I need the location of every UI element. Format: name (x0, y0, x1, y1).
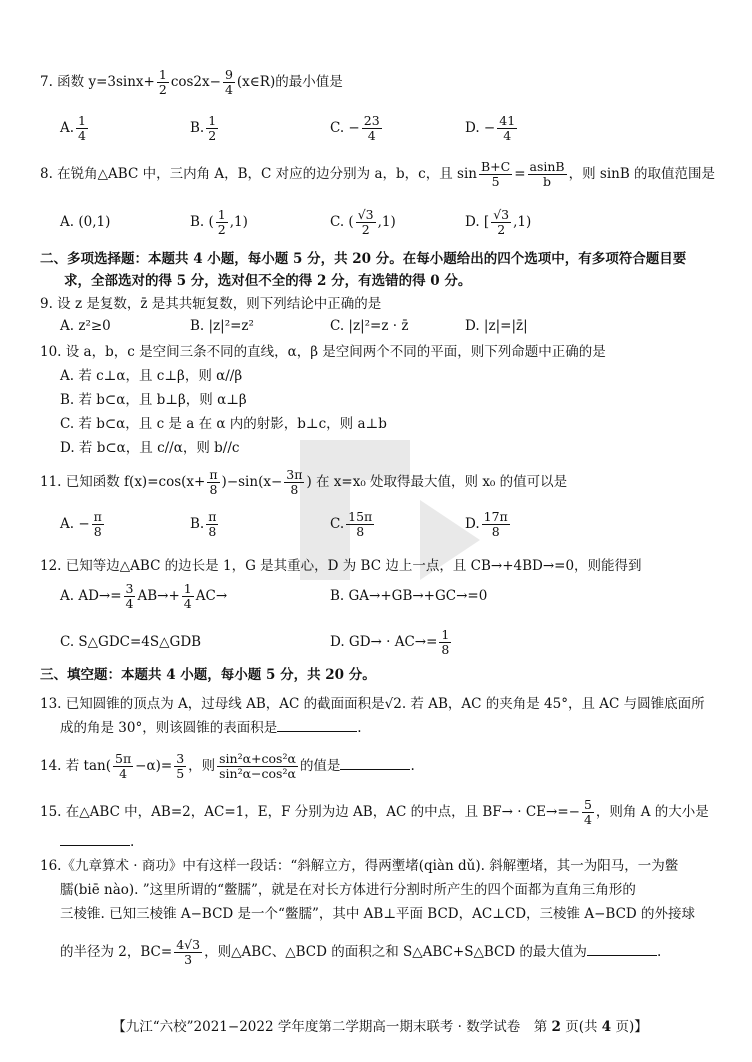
q8-frac2-den: b (543, 174, 552, 189)
q16-text-b: ，则△ABC、△BCD 的面积之和 S△ABC+S△BCD 的最大值为 (204, 944, 587, 960)
q7-option-d-frac (497, 114, 517, 143)
q10-option-d: D. 若 b⊂α，且 c//α，则 b//c (60, 440, 240, 456)
q8-d-close: ,1) (513, 214, 532, 230)
section3-heading: 三、填空题：本题共 4 小题，每小题 5 分，共 20 分。 (40, 667, 376, 683)
q7-text-c: (x∈R)的最小值是 (236, 74, 343, 90)
q11-c-den: 8 (356, 524, 365, 539)
q14-answer-blank[interactable] (340, 769, 410, 770)
q8-b-close: ,1) (229, 214, 248, 230)
q11-a-den: 8 (93, 524, 102, 539)
q7-frac2 (223, 68, 235, 97)
section2-heading-line1: 二、多项选择题：本题共 4 小题，每小题 5 分，共 20 分。在每小题给出的四个选项中，有多项符合题目要 (40, 251, 687, 267)
q14-text-d: 的值是 (299, 758, 341, 774)
q11-c-num: 15π (348, 509, 373, 524)
q14-frac1 (113, 752, 133, 781)
q14-text-b: −α)= (135, 758, 173, 774)
q12-a-frac2 (182, 582, 194, 611)
q7-frac1-num: 1 (158, 67, 167, 82)
q12-a-den2: 4 (183, 596, 192, 611)
q15-end: . (130, 834, 135, 850)
q8-d-open: D. [ (465, 214, 490, 230)
q12-option-a (60, 582, 227, 611)
q8-d-frac (491, 208, 511, 237)
q11-option-a (60, 510, 106, 539)
q16-frac-num: 4√3 (176, 937, 201, 952)
q14-text-a: 14. 若 tan( (40, 758, 111, 774)
q11-option-d (465, 510, 512, 539)
q7-option-d (465, 114, 519, 143)
q10-stem: 10. 设 a，b，c 是空间三条不同的直线，α，β 是空间两个不同的平面，则下列命题中正确的是 (40, 344, 606, 360)
q9-option-d: D. |z|=|z̄| (465, 318, 528, 334)
q11-d-den: 8 (491, 524, 500, 539)
q13-answer-blank[interactable] (277, 731, 357, 732)
q7-option-a (60, 114, 90, 143)
q7-stem (40, 68, 722, 97)
q11-b-den: 8 (208, 524, 217, 539)
q10-option-c: C. 若 b⊂α，且 c 是 a 在 α 内的射影，b⊥c，则 a⊥b (60, 416, 387, 432)
q14-end: . (410, 758, 415, 774)
q15-answer-blank[interactable] (60, 845, 130, 846)
q7-option-c-label: C. − (330, 120, 360, 136)
q8-d-den: 2 (497, 222, 506, 237)
q12-d-den: 8 (441, 642, 450, 657)
q8-frac2-num: asinB (529, 159, 565, 174)
q7-a-den: 4 (78, 128, 86, 143)
q7-option-a-label: A. (60, 120, 75, 136)
q9-option-b: B. |z|²=z² (190, 318, 254, 334)
q8-frac1-num: B+C (480, 159, 511, 174)
q11-a-frac (92, 510, 104, 539)
q7-option-c (330, 114, 384, 143)
q12-options-row1 (60, 582, 730, 612)
q8-frac1-den: 5 (491, 174, 500, 189)
q7-frac2-den: 4 (224, 82, 233, 97)
q11-c-frac (346, 510, 374, 539)
q8-d-num: √3 (493, 207, 510, 222)
q14-frac2-den: 5 (176, 766, 185, 781)
q11-b-num: π (208, 509, 217, 524)
q8-stem (40, 160, 722, 189)
q11-frac1-num: π (209, 467, 218, 482)
q16-line2: 臑(biē nào). ”这里所谓的“鳖臑”，就是在对长方体进行分割时所产生的四个面都为直角三角形的 (60, 882, 636, 898)
q15-frac (582, 798, 594, 827)
q11-a-num: π (93, 509, 102, 524)
q14-frac3 (217, 752, 298, 781)
q11-option-c (330, 510, 376, 539)
q12-option-d (330, 628, 453, 657)
q8-text-b: ，则 sinB 的取值范围是 (568, 166, 716, 182)
q16-line4 (60, 938, 722, 967)
q12-options-row2 (60, 628, 730, 658)
footer-text-a: 【九江“六校”2021−2022 学年度第二学期高一期末联考 · 数学试卷 第 (112, 1019, 552, 1035)
q10-option-b: B. 若 b⊂α，且 b⊥β，则 α⊥β (60, 392, 247, 408)
q7-c-num: 23 (363, 113, 380, 128)
q12-stem: 12. 已知等边△ABC 的边长是 1，G 是其重心，D 为 BC 边上一点，且 CB→+4BD→=0，则能得到 (40, 558, 642, 574)
q7-option-d-label: D. − (465, 120, 496, 136)
q13-end: . (357, 720, 362, 736)
q11-stem (40, 468, 722, 497)
q11-frac2 (284, 468, 304, 497)
q11-option-b (190, 510, 220, 539)
q15-stem (40, 798, 722, 827)
q9-option-a: A. z²≥0 (60, 318, 111, 334)
q8-c-close: ,1) (377, 214, 396, 230)
q12-a-num2: 1 (183, 581, 192, 596)
q7-option-b (190, 114, 220, 143)
q11-text-c: ) 在 x=x₀ 处取得最大值，则 x₀ 的值可以是 (306, 474, 568, 490)
q16-end: . (656, 944, 662, 960)
q12-d-frac (439, 628, 451, 657)
q11-d-num: 17π (483, 509, 508, 524)
q12-a-text-b: AC→ (195, 588, 228, 604)
q11-text-a: 11. 已知函数 f(x)=cos(x+ (40, 474, 206, 490)
q12-d-text: D. GD→ · AC→= (330, 634, 438, 650)
q14-frac3-num: sin²α+cos²α (219, 751, 296, 766)
q8-c-frac (356, 208, 376, 237)
q13-line2-text: 成的角是 30°，则该圆锥的表面积是 (60, 720, 278, 736)
page-footer (60, 1015, 700, 1035)
q7-option-b-frac (206, 114, 218, 143)
q12-d-num: 1 (441, 627, 450, 642)
q14-frac2-num: 3 (176, 751, 185, 766)
q12-a-num1: 3 (125, 581, 134, 596)
q11-d-frac (482, 510, 510, 539)
footer-text-b: 页(共 (560, 1019, 602, 1035)
q8-equals: = (514, 166, 526, 182)
q7-option-c-frac (362, 114, 382, 143)
q7-a-num: 1 (78, 113, 86, 128)
q8-option-c (330, 208, 396, 237)
q7-frac2-num: 9 (224, 67, 233, 82)
q11-c-label: C. (330, 516, 345, 532)
q14-frac1-den: 4 (119, 766, 128, 781)
q11-b-frac (206, 510, 218, 539)
q12-a-den1: 4 (125, 596, 134, 611)
q14-text-c: ，则 (188, 758, 216, 774)
q9-stem: 9. 设 z 是复数，z̄ 是其共轭复数，则下列结论中正确的是 (40, 296, 382, 312)
q11-frac1-den: 8 (209, 482, 218, 497)
q8-b-open: B. ( (190, 214, 214, 230)
q7-d-den: 4 (503, 128, 512, 143)
q7-frac1 (157, 68, 169, 97)
q10-option-a: A. 若 c⊥α，且 c⊥β，则 α//β (60, 368, 243, 384)
q15-answer-line (60, 832, 722, 852)
q12-option-b: B. GA→+GB→+GC→=0 (330, 588, 488, 604)
q15-frac-den: 4 (583, 812, 592, 827)
q12-option-c: C. S△GDC=4S△GDB (60, 634, 202, 650)
q13-line2 (60, 718, 722, 738)
q13-line1: 13. 已知圆锥的顶点为 A，过母线 AB，AC 的截面面积是√2. 若 AB，AC 的夹角是 45°，且 AC 与圆锥底面所 (40, 696, 705, 712)
q15-text-a: 15. 在△ABC 中，AB=2，AC=1，E，F 分别为边 AB，AC 的中点，且 BF→ · CE→=− (40, 804, 580, 820)
q8-options (60, 208, 730, 238)
q8-b-frac (216, 208, 228, 237)
q11-a-label: A. − (60, 516, 90, 532)
q11-frac2-num: 3π (286, 467, 303, 482)
footer-text-c: 页)】 (611, 1019, 648, 1035)
q7-frac1-den: 2 (158, 82, 167, 97)
q11-b-label: B. (190, 516, 205, 532)
q15-text-b: ，则角 A 的大小是 (595, 804, 709, 820)
q8-b-num: 1 (217, 207, 226, 222)
q16-line1: 16.《九章算术 · 商功》中有这样一段话：“斜解立方，得两壍堵(qiàn dǔ). 斜解壍堵，其一为阳马，一为鳖 (40, 858, 679, 874)
q11-frac1 (207, 468, 219, 497)
q16-answer-blank[interactable] (587, 955, 657, 956)
q16-text-a: 的半径为 2，BC= (60, 944, 173, 960)
section2-heading-line2: 求，全部选对的得 5 分，选对但不全的得 2 分，有选错的得 0 分。 (64, 273, 472, 289)
q7-c-den: 4 (367, 128, 376, 143)
q14-stem (40, 752, 722, 781)
q7-text-b: cos2x− (170, 74, 221, 90)
q7-option-a-frac (76, 114, 88, 143)
q14-frac3-den: sin²α−cos²α (219, 766, 296, 781)
q11-text-b: )−sin(x− (221, 474, 283, 490)
q8-option-b (190, 208, 248, 237)
q8-option-a: A. (0,1) (60, 214, 111, 230)
q8-option-d (465, 208, 531, 237)
q16-frac-den: 3 (184, 952, 193, 967)
q16-frac (174, 938, 202, 967)
footer-total-pages: 4 (601, 1019, 612, 1035)
q8-c-num: √3 (357, 207, 374, 222)
q12-a-text-a: A. AD→= (60, 588, 122, 604)
q8-text-a: 8. 在锐角△ABC 中，三内角 A，B，C 对应的边分别为 a，b，c，且 sin (40, 166, 477, 182)
q14-frac2 (174, 752, 186, 781)
q11-options (60, 510, 730, 540)
q8-frac2 (528, 160, 567, 189)
q11-d-label: D. (465, 516, 480, 532)
q7-b-num: 1 (208, 113, 217, 128)
q12-a-frac1 (124, 582, 136, 611)
q8-c-den: 2 (361, 222, 370, 237)
q8-b-den: 2 (217, 222, 226, 237)
q14-frac1-num: 5π (115, 751, 132, 766)
q8-frac1 (479, 160, 512, 189)
footer-page-number: 2 (551, 1019, 561, 1035)
q8-c-open: C. ( (330, 214, 354, 230)
q11-frac2-den: 8 (290, 482, 299, 497)
q9-option-c: C. |z|²=z · z̄ (330, 318, 409, 334)
q7-d-num: 41 (499, 113, 516, 128)
q12-a-text-m: AB→+ (137, 588, 180, 604)
q7-options (60, 114, 730, 144)
q16-line3: 三棱锥. 已知三棱锥 A−BCD 是一个“鳖臑”，其中 AB⊥平面 BCD，AC⊥CD，三棱锥 A−BCD 的外接球 (60, 906, 696, 922)
q7-b-den: 2 (208, 128, 217, 143)
q7-option-b-label: B. (190, 120, 205, 136)
q7-text-a: 7. 函数 y=3sinx+ (40, 74, 155, 90)
q15-frac-num: 5 (583, 797, 592, 812)
